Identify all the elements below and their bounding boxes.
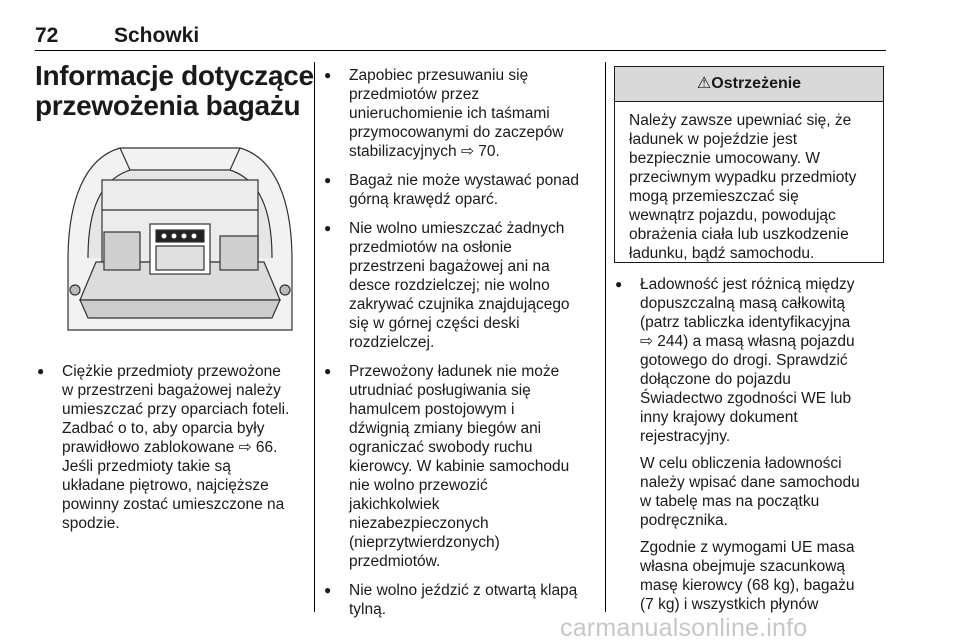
section-title: Schowki <box>114 24 200 47</box>
page-number: 72 <box>35 24 59 47</box>
text-line: nie wolno przewozić <box>349 477 488 494</box>
text-line: masę kierowcy (68 kg), bagażu <box>640 577 855 594</box>
column-divider-right <box>605 62 606 612</box>
text-line: desce rozdzielczej; nie wolno <box>349 277 550 294</box>
car-trunk-luggage-image <box>60 140 300 350</box>
text-line: (patrz tabliczka identyfikacyjna <box>640 314 851 331</box>
text-line: ● Zapobiec przesuwaniu się <box>349 67 529 84</box>
text-line: górną krawędź oparć. <box>349 191 499 208</box>
text-line: tylną. <box>349 601 387 618</box>
text-line: W celu obliczenia ładowności <box>640 455 842 472</box>
text-line: dźwignią zmiany biegów ani <box>349 420 542 437</box>
heading-line: przewożenia bagażu <box>35 90 301 121</box>
text-line: przymocowanymi do zaczepów <box>349 124 564 141</box>
trunk-illustration <box>60 140 300 350</box>
list-item <box>613 275 891 614</box>
list-item <box>322 581 598 619</box>
text-line: spodzie. <box>62 515 120 532</box>
text-line: się w górnej części deski <box>349 315 520 332</box>
text-line: własna obejmuje szacunkową <box>640 558 846 575</box>
text-line: niezabezpieczonych <box>349 515 489 532</box>
text-line: ładunku, bądź samochodu. <box>629 245 815 262</box>
text-line: przedmiotów. <box>349 553 441 570</box>
text-line: podręcznika. <box>640 512 728 529</box>
text-line: hamulcem postojowym i <box>349 401 515 418</box>
text-line: ● Nie wolno jeździć z otwartą klapą <box>349 582 578 599</box>
text-line: unieruchomienie ich taśmami <box>349 105 550 122</box>
text-line: w przestrzeni bagażowej należy <box>62 382 281 399</box>
text-line: obrażenia ciała lub uszkodzenie <box>629 226 849 243</box>
warning-title: Ostrzeżenie <box>711 75 802 92</box>
list-item <box>35 362 303 533</box>
paragraph <box>640 454 891 530</box>
text-line: Należy zawsze upewniać się, że <box>629 112 852 129</box>
text-line: Zgodnie z wymogami UE masa <box>640 539 855 556</box>
text-line: ● Ciężkie przedmioty przewożone <box>62 363 281 380</box>
warning-header <box>615 67 883 102</box>
text-line: dopuszczalną masą całkowitą <box>640 295 846 312</box>
text-line: przestrzeni bagażowej ani na <box>349 258 550 275</box>
text-line: ● Nie wolno umieszczać żadnych <box>349 220 565 237</box>
text-line: dołączone do pojazdu <box>640 371 791 388</box>
column-2-list <box>322 66 598 629</box>
text-line: ładunek w pojeździe jest <box>629 131 798 148</box>
text-line: (7 kg) i wszystkich płynów <box>640 596 819 613</box>
warning-body <box>615 102 883 263</box>
text-line: inny krajowy dokument <box>640 409 798 426</box>
text-line: zakrywać czujnika znajdującego <box>349 296 570 313</box>
text-line: Zadbać o to, aby oparcia były <box>62 420 265 437</box>
header-divider <box>35 50 886 51</box>
text-line: w tabelę mas na początku <box>640 493 820 510</box>
text-line: kierowcy. W kabinie samochodu <box>349 458 570 475</box>
text-line: ● Bagaż nie może wystawać ponad <box>349 172 580 189</box>
list-item <box>322 66 598 161</box>
text-line: bezpiecznie umocowany. W <box>629 150 820 167</box>
list-item <box>322 362 598 571</box>
text-line: jakichkolwiek <box>349 496 440 513</box>
text-line: mogą przemieszczać się <box>629 188 799 205</box>
text-line: rozdzielczej. <box>349 334 435 351</box>
warning-box <box>614 66 884 263</box>
text-line: rejestracyjny. <box>640 428 731 445</box>
watermark: carmanualsonline.info <box>560 614 808 642</box>
text-line: ograniczać swobody ruchu <box>349 439 533 456</box>
text-line: gotowego do drogi. Sprawdzić <box>640 352 848 369</box>
text-line: wewnątrz pojazdu, powodując <box>629 207 836 224</box>
text-line: przedmiotów przez <box>349 86 480 103</box>
text-line: prawidłowo zablokowane ⇨ 66. <box>62 439 278 456</box>
list-item <box>322 219 598 352</box>
column-3-list <box>613 275 891 624</box>
page-heading <box>35 61 315 121</box>
column-divider-left <box>314 62 315 612</box>
text-line: Jeśli przedmioty takie są <box>62 458 231 475</box>
text-line: stabilizacyjnych ⇨ 70. <box>349 143 500 160</box>
text-line: ● Ładowność jest różnicą między <box>640 276 855 293</box>
warning-triangle-icon: ⚠ <box>696 75 712 92</box>
text-line: układane piętrowo, najcięższe <box>62 477 269 494</box>
text-line: (nieprzytwierdzonych) <box>349 534 500 551</box>
text-line: umieszczać przy oparciach foteli. <box>62 401 290 418</box>
text-line: Świadectwo zgodności WE lub <box>640 390 852 407</box>
text-line: utrudniać posługiwania się <box>349 382 531 399</box>
text-line: ● Przewożony ładunek nie może <box>349 363 560 380</box>
text-line: ⇨ 244) a masą własną pojazdu <box>640 333 855 350</box>
list-item <box>322 171 598 209</box>
text-line: przedmiotów na osłonie <box>349 239 512 256</box>
heading-line: Informacje dotyczące <box>35 60 314 91</box>
paragraph <box>640 538 891 614</box>
column-1-list <box>35 362 303 543</box>
text-line: powinny zostać umieszczone na <box>62 496 285 513</box>
text-line: przeciwnym wypadku przedmioty <box>629 169 857 186</box>
text-line: należy wpisać dane samochodu <box>640 474 860 491</box>
